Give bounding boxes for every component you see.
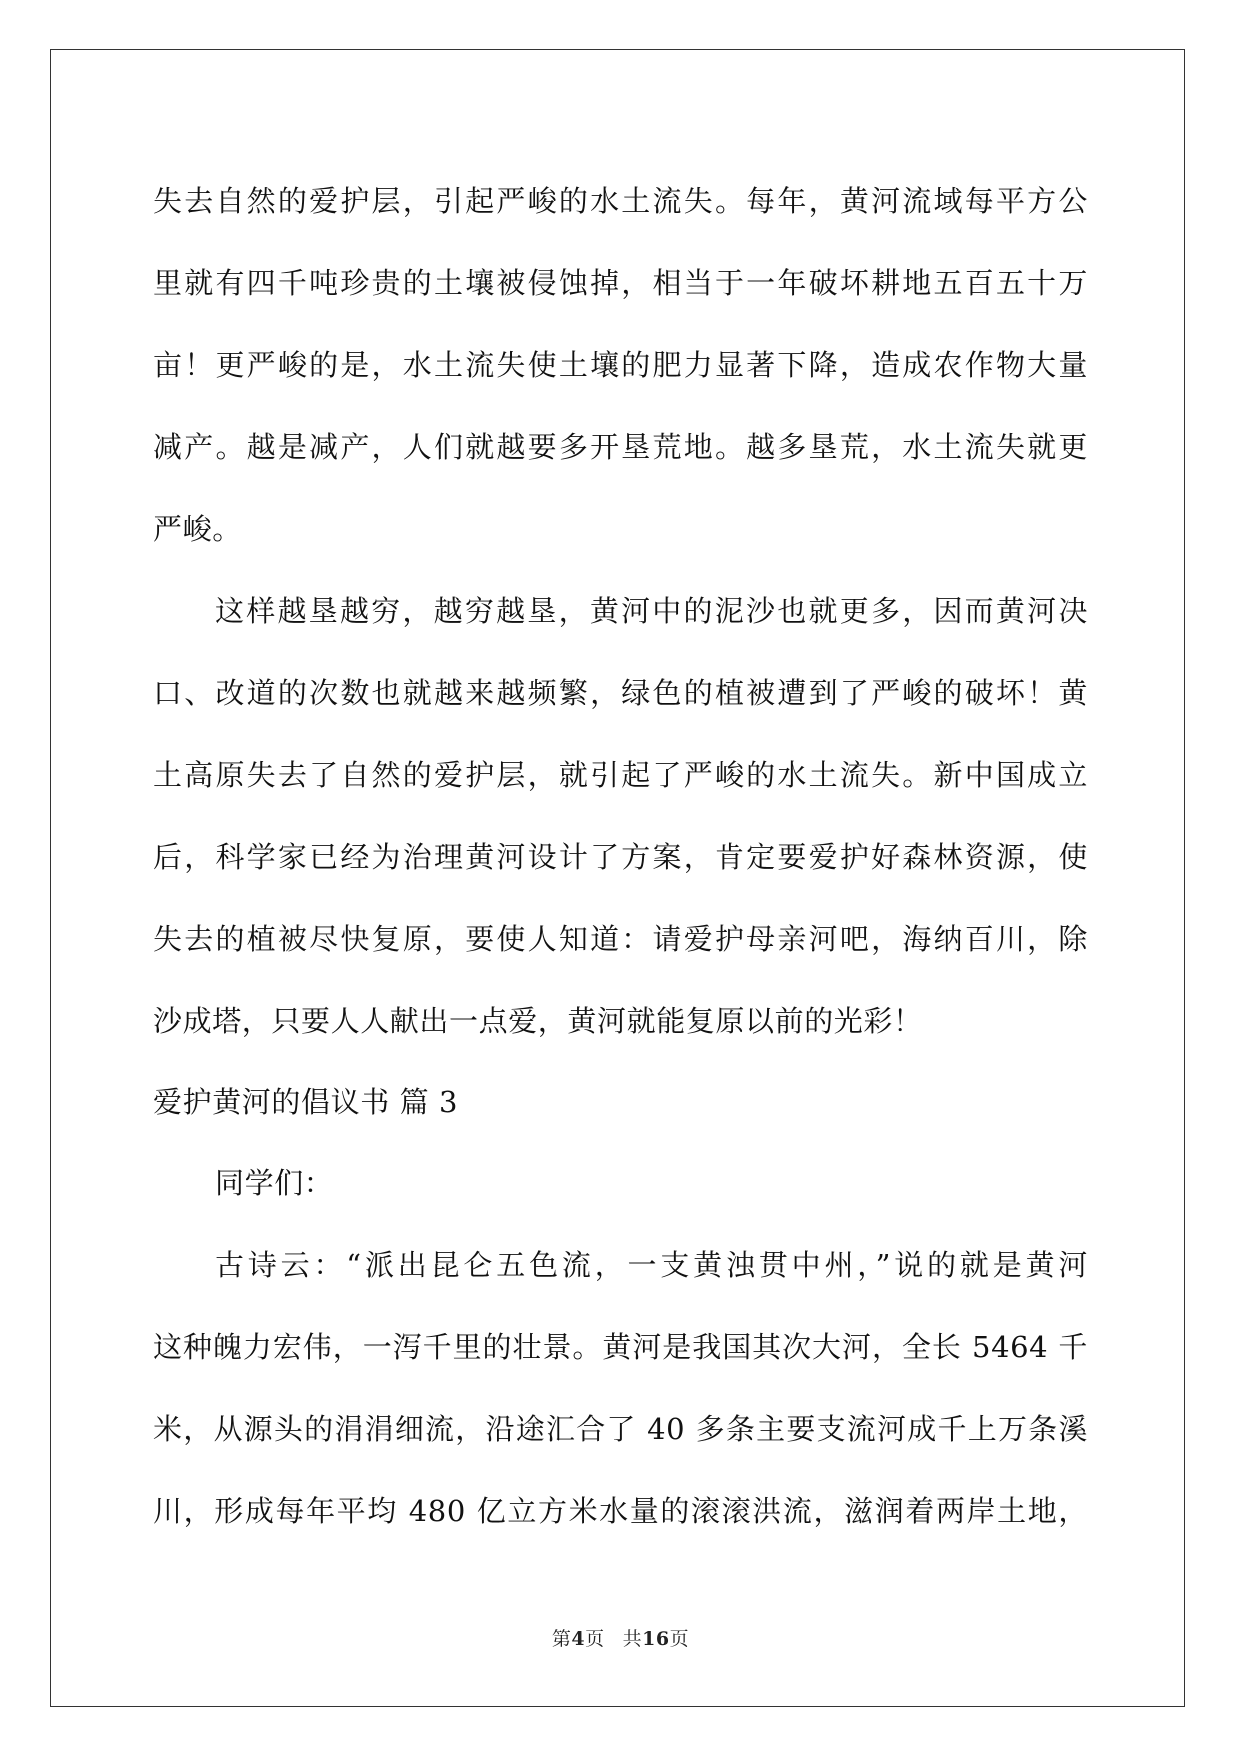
paragraph-line: 失去自然的爱护层，引起严峻的水土流失。每年，黄河流域每平方公: [153, 184, 1088, 218]
document-body: [153, 160, 1088, 1552]
paragraph-line: 减产。越是减产，人们就越要多开垦荒地。越多垦荒，水土流失就更: [153, 430, 1088, 464]
paragraph-line: 里就有四千吨珍贵的土壤被侵蚀掉，相当于一年破坏耕地五百五十万: [153, 266, 1088, 300]
salutation: 同学们：: [215, 1166, 334, 1200]
paragraph-line: 古诗云：“派出昆仑五色流，一支黄浊贯中州，”说的就是黄河: [215, 1248, 1088, 1282]
paragraph-line: 沙成塔，只要人人献出一点爱，黄河就能复原以前的光彩！: [153, 1004, 923, 1038]
page-total: 16: [642, 1628, 670, 1650]
page-prefix: 第: [551, 1628, 572, 1650]
total-suffix: 页: [669, 1628, 690, 1650]
paragraph-line: 米，从源头的涓涓细流，沿途汇合了 40 多条主要支流河成千上万条溪: [153, 1412, 1088, 1446]
page-current: 4: [571, 1628, 586, 1650]
section-heading: 爱护黄河的倡议书 篇 3: [153, 1085, 459, 1119]
paragraph-line: 川，形成每年平均 480 亿立方米水量的滚滚洪流，滋润着两岸土地，: [153, 1494, 1088, 1528]
page-suffix: 页: [585, 1628, 605, 1650]
paragraph-line: 土高原失去了自然的爱护层，就引起了严峻的水土流失。新中国成立: [153, 758, 1088, 792]
paragraph-line: 这样越垦越穷，越穷越垦，黄河中的泥沙也就更多，因而黄河决: [215, 594, 1088, 628]
total-prefix: 共: [622, 1628, 643, 1650]
page-footer: [0, 1624, 1241, 1651]
paragraph-line: 口、改道的次数也就越来越频繁，绿色的植被遭到了严峻的破坏！黄: [153, 676, 1088, 710]
paragraph-line: 后，科学家已经为治理黄河设计了方案，肯定要爱护好森林资源，使: [153, 840, 1088, 874]
paragraph-line: 严峻。: [153, 512, 242, 546]
paragraph-line: 失去的植被尽快复原，要使人知道：请爱护母亲河吧，海纳百川，除: [153, 922, 1088, 956]
paragraph-line: 这种魄力宏伟，一泻千里的壮景。黄河是我国其次大河，全长 5464 千: [153, 1330, 1088, 1364]
paragraph-line: 亩！更严峻的是，水土流失使土壤的肥力显著下降，造成农作物大量: [153, 348, 1088, 382]
